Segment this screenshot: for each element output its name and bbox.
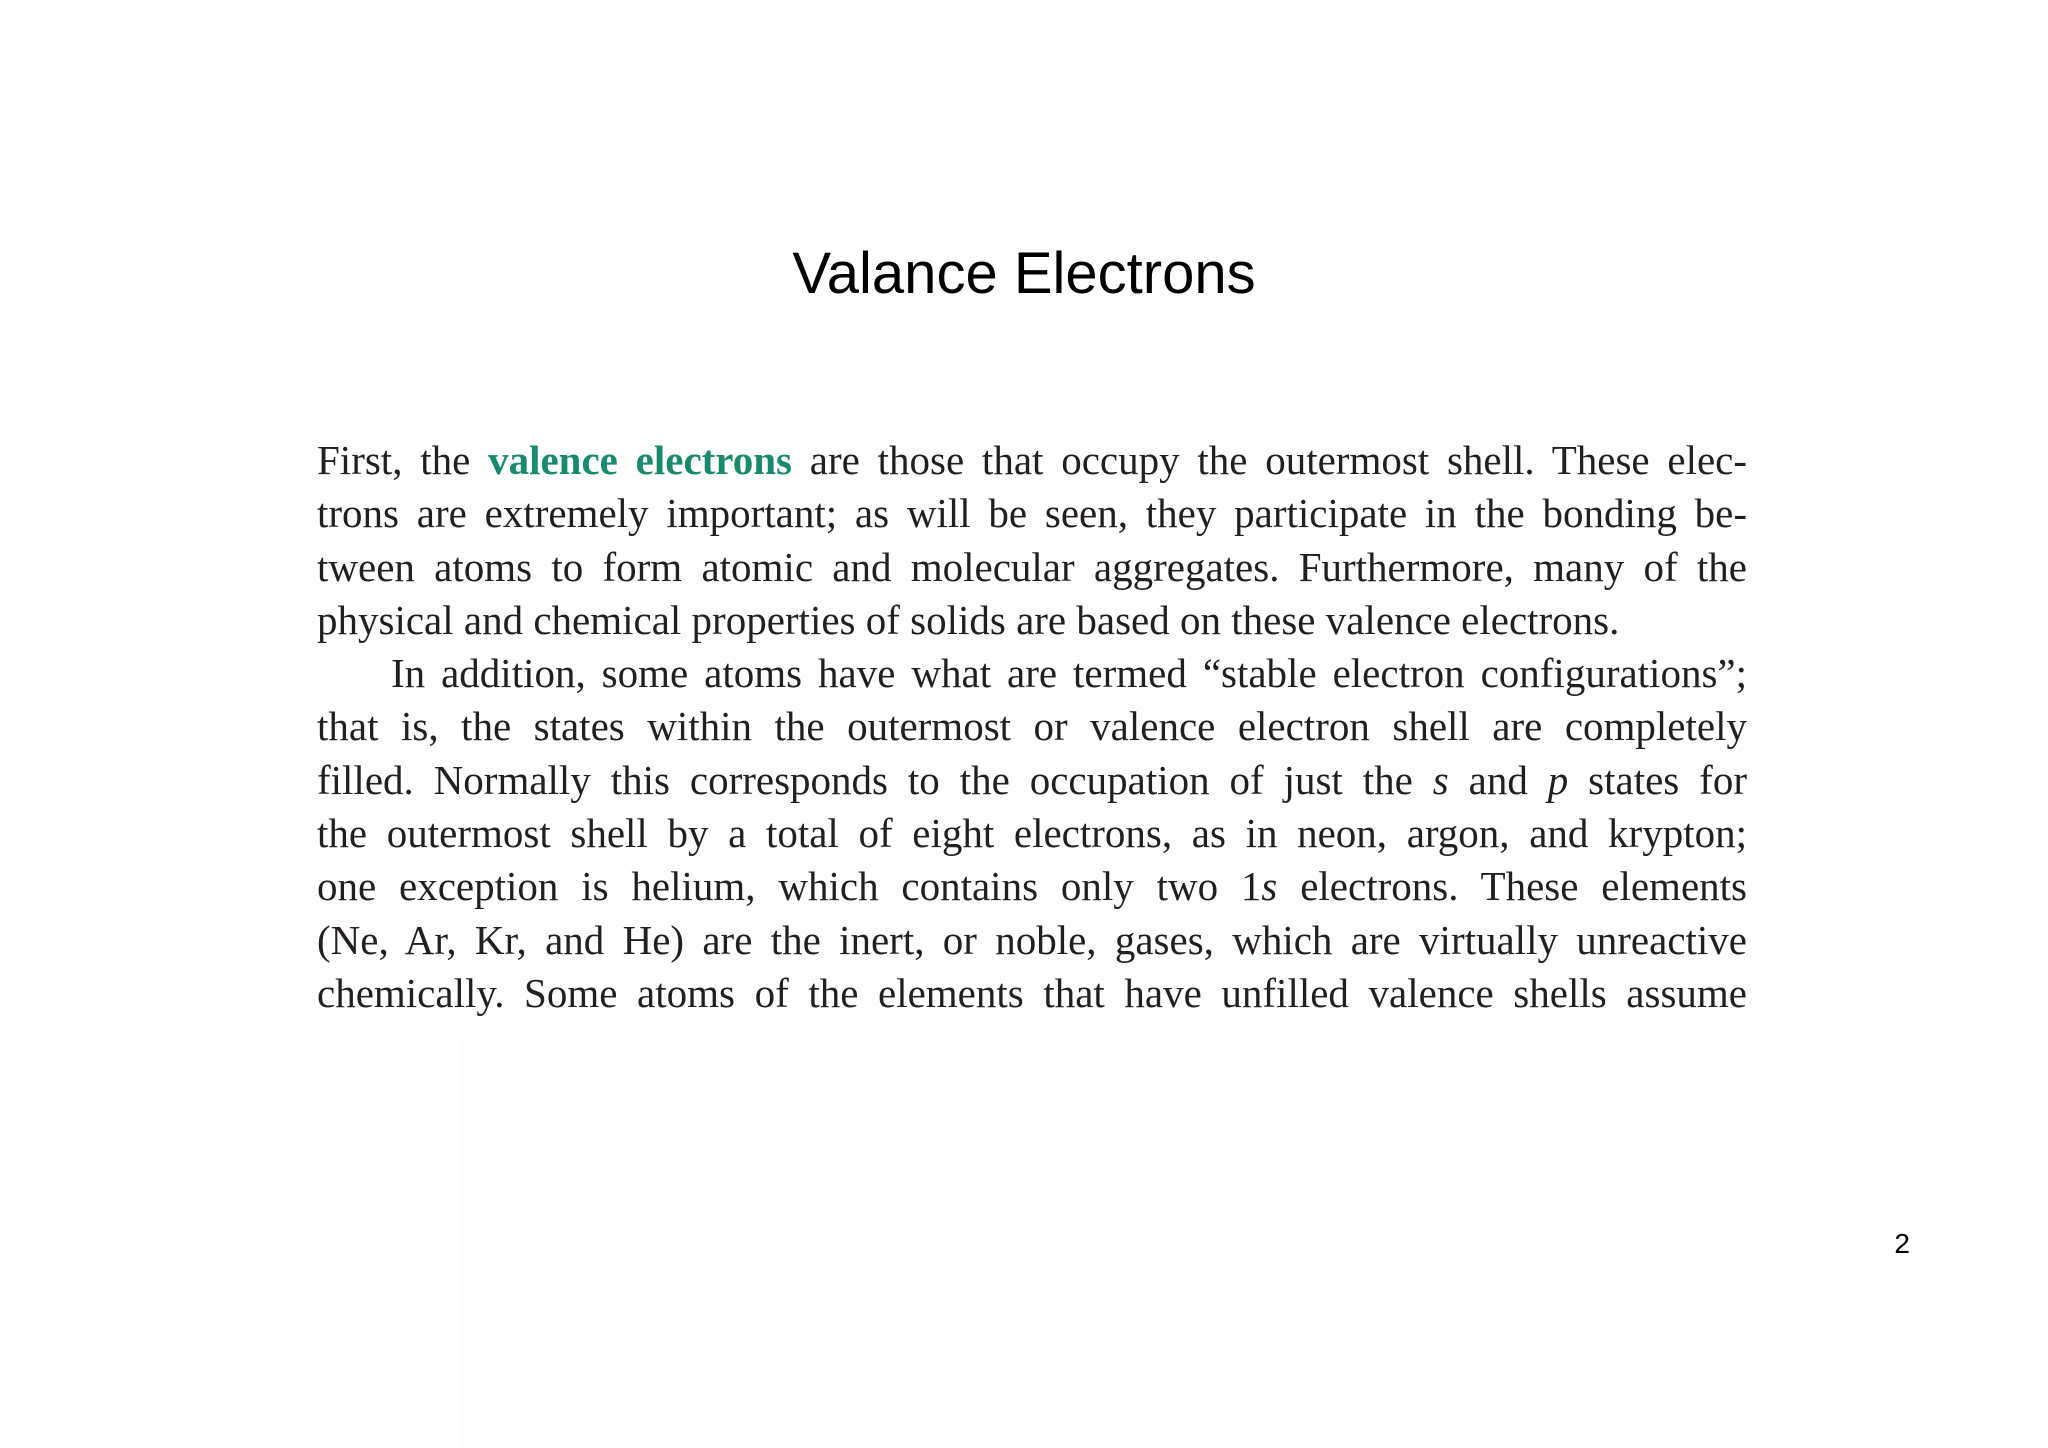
text-line: In addition, some atoms have what are termed “stable electron configurations”; [391,650,1747,697]
text-line [317,754,1747,807]
line-text: are those that occupy the outermost shell. These elec- [792,437,1748,483]
page-number: 2 [1894,1228,1910,1259]
text-line: physical and chemical properties of solids are based on these valence electrons. [317,596,1620,643]
key-term-valence-electrons: valence electrons [488,437,793,483]
line-text: states for [1568,756,1747,803]
textbook-excerpt [317,434,1747,1020]
line-text: filled. Normally this corresponds to the occupation of just the [317,756,1433,803]
text-line: (Ne, Ar, Kr, and He) are the inert, or noble, gases, which are virtually unreactive [317,916,1747,963]
text-line: that is, the states within the outermost or valence electron shell are completely [317,703,1747,750]
text-line: the outermost shell by a total of eight electrons, as in neon, argon, and krypton; [317,810,1747,857]
line-text: electrons. These elements [1277,863,1747,910]
text-line: trons are extremely important; as will be seen, they participate in the bonding be- [317,490,1747,537]
text-line [317,434,1747,487]
line-text: one exception is helium, which contains only two 1 [317,863,1262,910]
line-text: First, the [317,437,489,483]
text-line: chemically. Some atoms of the elements that have unfilled valence shells assume [317,969,1747,1016]
line-text: and [1448,756,1548,803]
scan-shadow [460,1040,1760,1448]
italic-p: p [1547,756,1569,803]
text-line [317,860,1747,913]
italic-s: s [1261,863,1278,910]
italic-s: s [1432,756,1449,803]
slide-title: Valance Electrons [792,241,1256,306]
text-line: tween atoms to form atomic and molecular aggregates. Furthermore, many of the [317,543,1747,590]
